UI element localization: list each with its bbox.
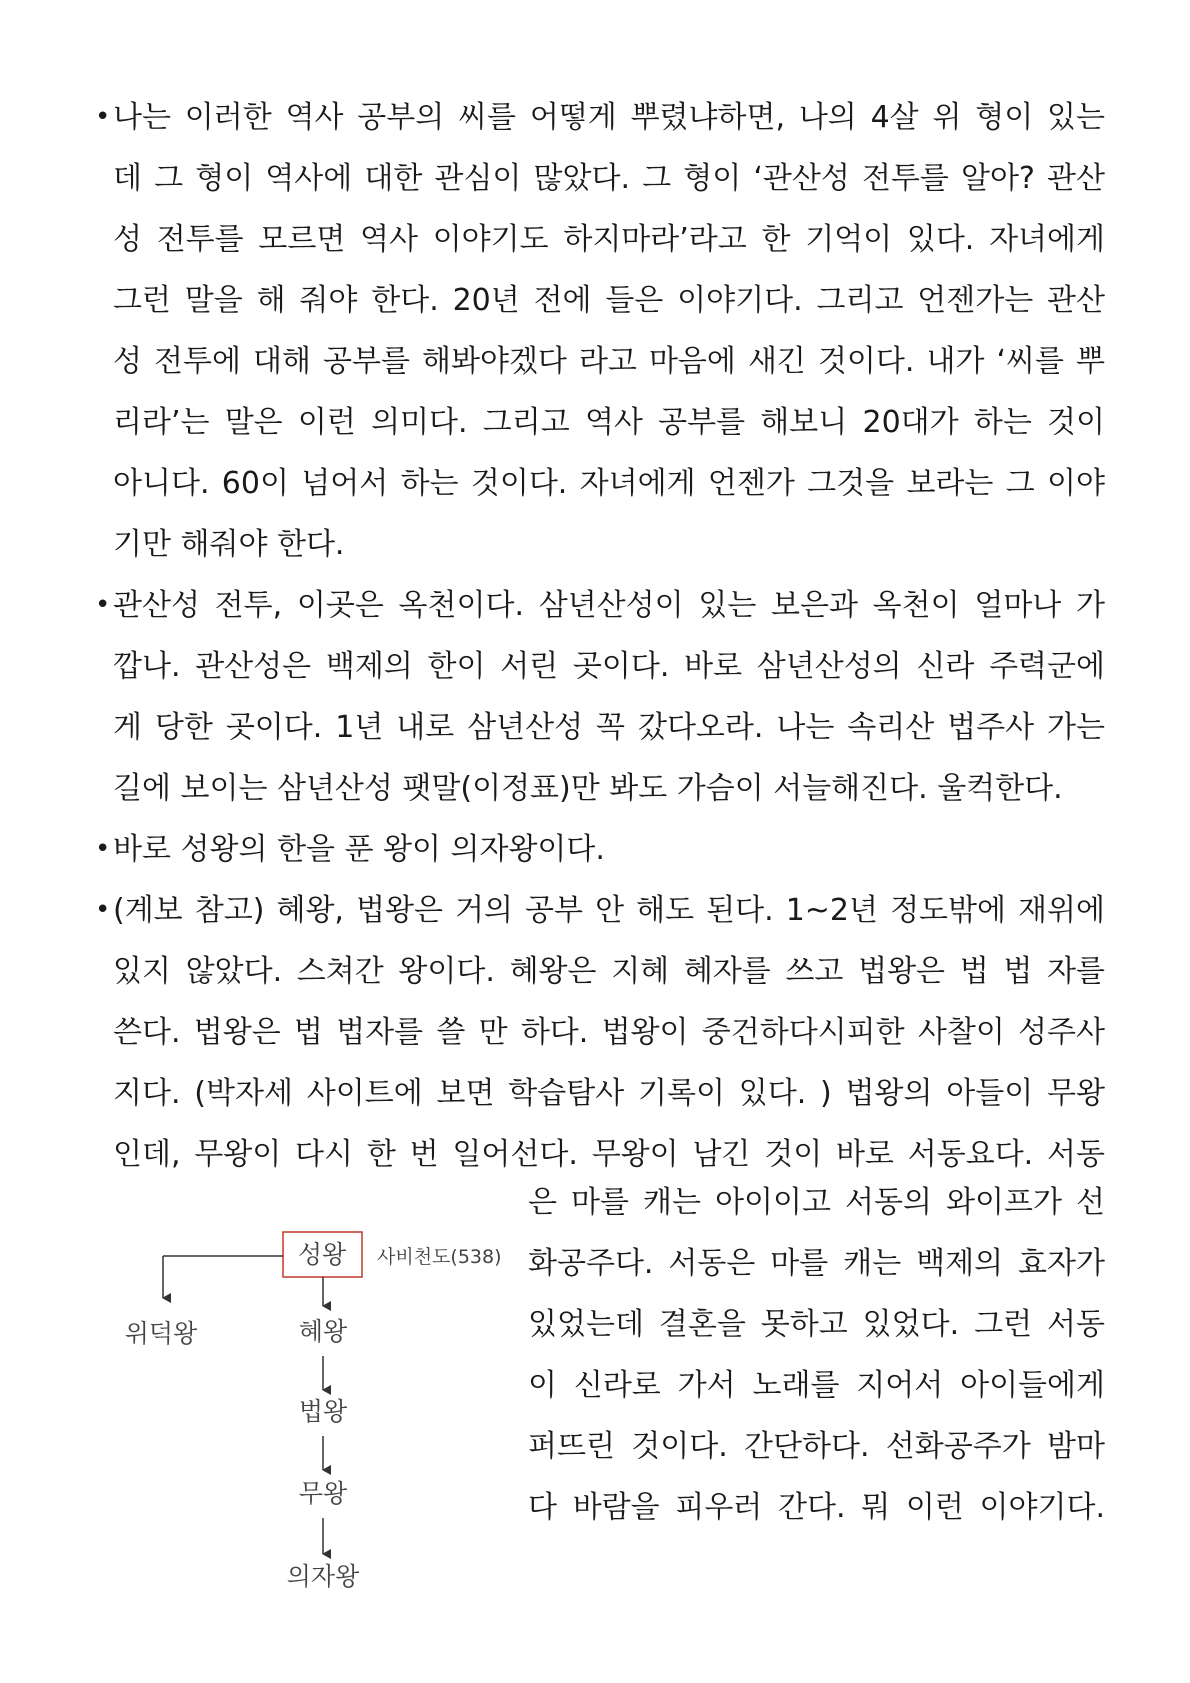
bullet-paragraph — [95, 87, 1105, 575]
text-line: 나는 이러한 역사 공부의 씨를 어떻게 뿌렸냐하면, 나의 4살 위 형이 있는 — [113, 100, 1105, 135]
branch-king-label: 위덕왕 — [124, 1319, 198, 1348]
text-line: 깝나. 관산성은 백제의 한이 서린 곳이다. 바로 삼년산성의 신라 주력군에 — [113, 649, 1105, 684]
bullet-paragraph — [95, 575, 1105, 819]
text-line: 성 전투에 대해 공부를 해봐야겠다 라고 마음에 새긴 것이다. 내가 ‘씨를 뿌 — [113, 344, 1105, 379]
text-line: 기만 해줘야 한다. — [113, 527, 345, 562]
text-line: 있었는데 결혼을 못하고 있었다. 그런 서동 — [528, 1307, 1105, 1342]
root-king-label: 성왕 — [297, 1240, 347, 1269]
root-king-box — [283, 1232, 362, 1277]
bullet-icon: • — [95, 895, 111, 925]
text-line: 퍼뜨린 것이다. 간단하다. 선화공주가 밤마 — [528, 1429, 1105, 1464]
text-line: 인데, 무왕이 다시 한 번 일어선다. 무왕이 남긴 것이 바로 서동요다. 서동 — [113, 1137, 1105, 1172]
chain-king-label: 무왕 — [298, 1479, 348, 1508]
side-paragraph — [528, 1172, 1105, 1538]
bullet-icon: • — [95, 590, 111, 620]
text-line: 그런 말을 해 줘야 한다. 20년 전에 들은 이야기다. 그리고 언젠가는 관산 — [113, 283, 1105, 318]
bullet-icon: • — [95, 834, 111, 864]
bullet-icon: • — [95, 102, 111, 132]
text-line: 데 그 형이 역사에 대한 관심이 많았다. 그 형이 ‘관산성 전투를 알아? 관산 — [113, 161, 1105, 196]
chain-king-label: 의자왕 — [286, 1562, 360, 1591]
bullet-paragraph — [95, 880, 1105, 1185]
text-line: 다 바람을 피우러 간다. 뭐 이런 이야기다. — [528, 1490, 1105, 1525]
text-line: 화공주다. 서동은 마를 캐는 백제의 효자가 — [528, 1246, 1105, 1281]
text-line: 이 신라로 가서 노래를 지어서 아이들에게 — [528, 1368, 1105, 1403]
text-line: 리라’는 말은 이런 의미다. 그리고 역사 공부를 해보니 20대가 하는 것이 — [113, 405, 1105, 440]
root-king-note: 사비천도(538) — [377, 1246, 502, 1268]
bullet-paragraph — [95, 819, 1105, 880]
text-line: 관산성 전투, 이곳은 옥천이다. 삼년산성이 있는 보은과 옥천이 얼마나 가 — [113, 588, 1105, 623]
chain-king-label: 법왕 — [298, 1397, 348, 1426]
text-line: (계보 참고) 혜왕, 법왕은 거의 공부 안 해도 된다. 1~2년 정도밖에 재위에 — [113, 893, 1105, 928]
text-line: 은 마를 캐는 아이이고 서동의 와이프가 선 — [528, 1185, 1105, 1220]
text-line: 지다. (박자세 사이트에 보면 학습탐사 기록이 있다. ) 법왕의 아들이 무왕 — [113, 1076, 1105, 1111]
text-line: 성 전투를 모르면 역사 이야기도 하지마라’라고 한 기억이 있다. 자녀에게 — [113, 222, 1105, 257]
text-line: 아니다. 60이 넘어서 하는 것이다. 자녀에게 언젠가 그것을 보라는 그 이야 — [113, 466, 1105, 501]
text-line: 길에 보이는 삼년산성 팻말(이정표)만 봐도 가슴이 서늘해진다. 울컥한다. — [113, 771, 1063, 806]
text-line: 있지 않았다. 스쳐간 왕이다. 혜왕은 지혜 혜자를 쓰고 법왕은 법 법 자를 — [113, 954, 1105, 989]
text-line: 바로 성왕의 한을 푼 왕이 의자왕이다. — [113, 832, 605, 867]
text-line: 게 당한 곳이다. 1년 내로 삼년산성 꼭 갔다오라. 나는 속리산 법주사 가는 — [113, 710, 1105, 745]
text-line: 쓴다. 법왕은 법 법자를 쓸 만 하다. 법왕이 중건하다시피한 사찰이 성주사 — [113, 1015, 1105, 1050]
chain-king-label: 혜왕 — [298, 1317, 348, 1346]
